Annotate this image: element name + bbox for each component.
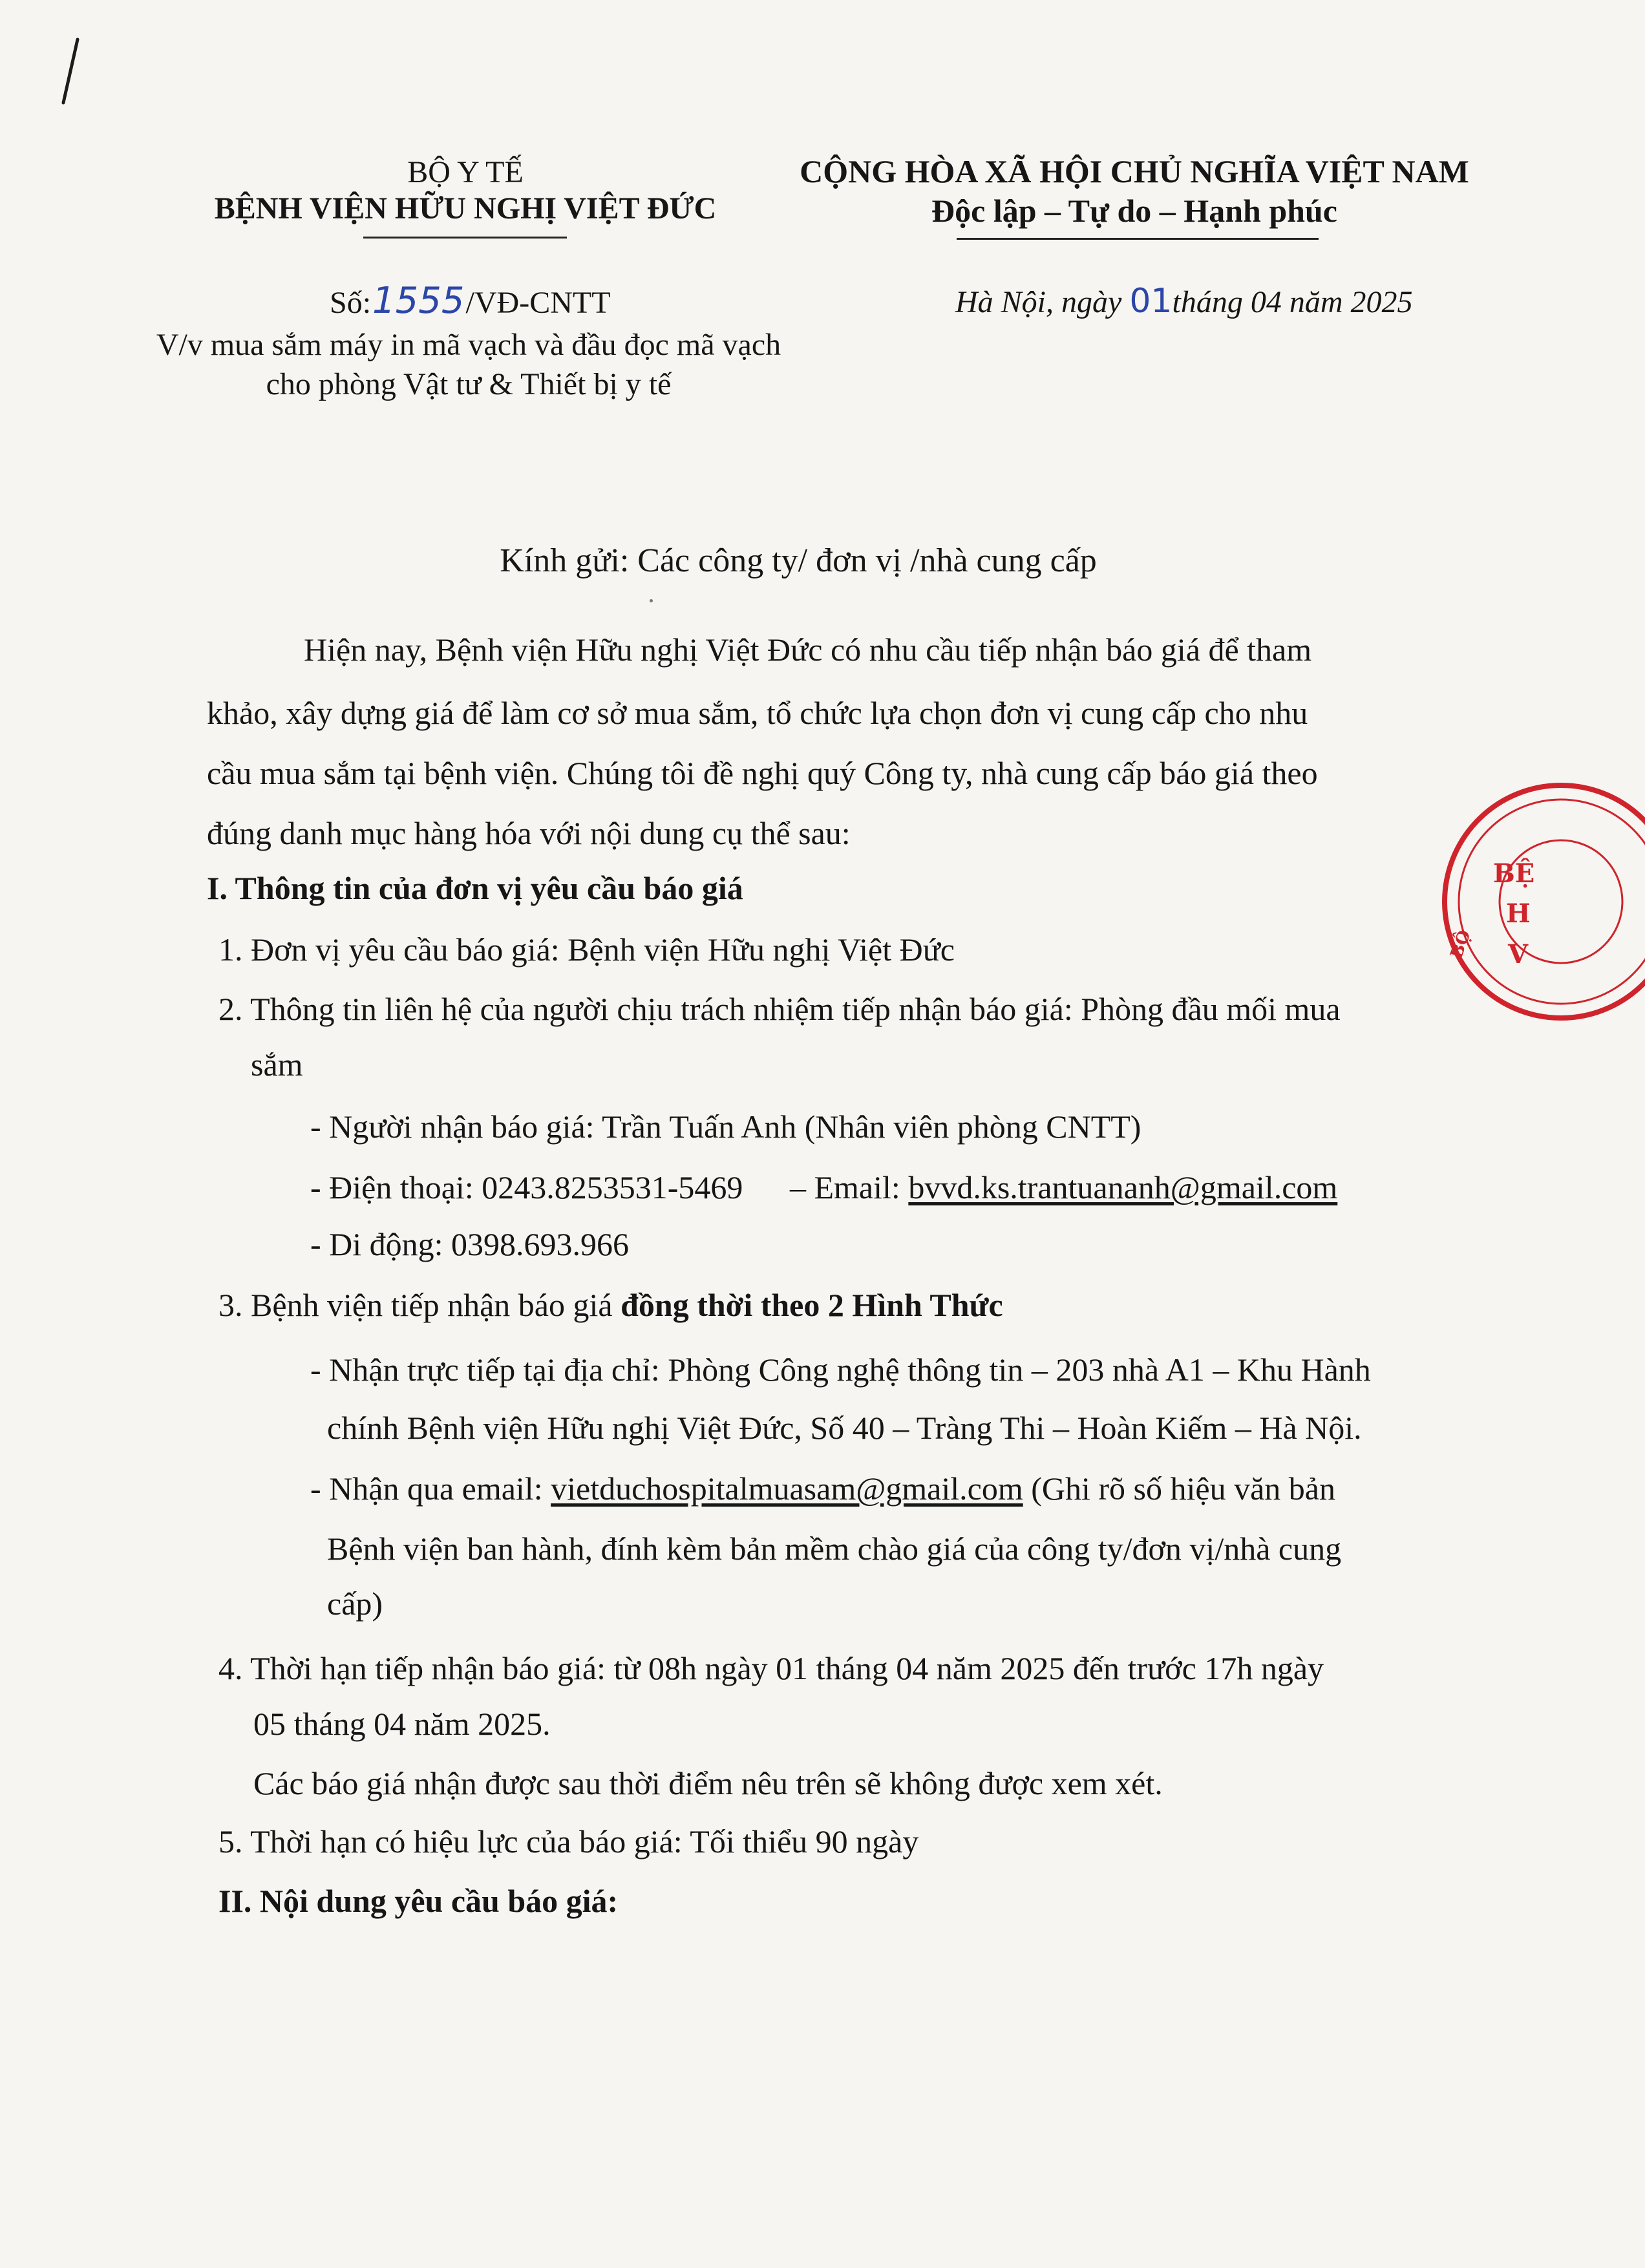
- contact-person: - Người nhận báo giá: Trần Tuấn Anh (Nhân viên phòng CNTT): [310, 1108, 1141, 1145]
- contact-email: [790, 1167, 1337, 1207]
- intro-line-3: cầu mua sắm tại bệnh viện. Chúng tôi đề nghị quý Công ty, nhà cung cấp báo giá theo: [207, 755, 1318, 791]
- section-1-heading: I. Thông tin của đơn vị yêu cầu báo giá: [207, 870, 743, 906]
- item-4-line-1: 4. Thời hạn tiếp nhận báo giá: từ 08h ngày 01 tháng 04 năm 2025 đến trước 17h ngày: [218, 1650, 1324, 1686]
- intro-line-4: đúng danh mục hàng hóa với nội dung cụ thể sau:: [207, 815, 851, 851]
- direct-address-line-2: chính Bệnh viện Hữu nghị Việt Đức, Số 40 – Tràng Thi – Hoàn Kiếm – Hà Nội.: [327, 1410, 1362, 1446]
- speck: [650, 599, 653, 602]
- ministry-name: BỘ Y TẾ: [407, 155, 524, 189]
- item-2-line-1: 2. Thông tin liên hệ của người chịu trách nhiệm tiếp nhận báo giá: Phòng đầu mối mua: [218, 991, 1341, 1027]
- direct-address-line-1: - Nhận trực tiếp tại địa chỉ: Phòng Công nghệ thông tin – 203 nhà A1 – Khu Hành: [310, 1351, 1371, 1388]
- margin-slash-mark: [57, 36, 83, 110]
- salutation: Kính gửi: Các công ty/ đơn vị /nhà cung cấp: [500, 542, 1097, 579]
- email-link[interactable]: bvvd.ks.trantuananh@gmail.com: [908, 1169, 1338, 1205]
- email-receive-link[interactable]: vietduchospitalmuasam@gmail.com: [551, 1470, 1023, 1507]
- date-day-handwritten: 01: [1129, 282, 1173, 321]
- contact-mobile: - Di động: 0398.693.966: [310, 1226, 630, 1262]
- national-motto: Độc lập – Tự do – Hạnh phúc: [931, 193, 1337, 229]
- email-receive-line-2: Bệnh viện ban hành, đính kèm bản mềm chào giá của công ty/đơn vị/nhà cung: [327, 1531, 1342, 1567]
- item-3-prefix: 3. Bệnh viện tiếp nhận báo giá: [218, 1287, 613, 1323]
- item-1: 1. Đơn vị yêu cầu báo giá: Bệnh viện Hữu nghị Việt Đức: [218, 931, 955, 968]
- email-receive-line-1: [310, 1468, 1335, 1509]
- issue-date: [955, 282, 1413, 322]
- contact-phone: - Điện thoại: 0243.8253531-5469: [310, 1169, 743, 1205]
- intro-line-1: Hiện nay, Bệnh viện Hữu nghị Việt Đức có nhu cầu tiếp nhận báo giá để tham: [304, 631, 1312, 668]
- hospital-name: BỆNH VIỆN HỮU NGHỊ VIỆT ĐỨC: [214, 191, 717, 226]
- doc-number-label: Số:: [330, 286, 372, 320]
- item-4-line-2: 05 tháng 04 năm 2025.: [253, 1706, 551, 1742]
- document-number: [330, 282, 611, 323]
- email-receive-prefix: - Nhận qua email:: [310, 1470, 543, 1507]
- hospital-underline: [363, 237, 567, 238]
- date-prefix: Hà Nội, ngày: [955, 285, 1122, 319]
- subject-line-1: V/v mua sắm máy in mã vạch và đầu đọc mã vạch: [156, 328, 781, 362]
- svg-text:BỆ: BỆ: [1493, 858, 1535, 889]
- item-2-line-2: sắm: [251, 1046, 303, 1083]
- email-receive-suffix: (Ghi rõ số hiệu văn bản: [1031, 1470, 1335, 1507]
- section-2-heading: II. Nội dung yêu cầu báo giá:: [218, 1883, 619, 1919]
- doc-number-suffix: /VĐ-CNTT: [465, 286, 611, 320]
- email-receive-line-3: cấp): [327, 1585, 383, 1622]
- item-3: [218, 1285, 1003, 1325]
- intro-line-2: khảo, xây dựng giá để làm cơ sở mua sắm, tổ chức lựa chọn đơn vị cung cấp cho nhu: [207, 695, 1308, 731]
- svg-text:BỘ: BỘ: [1447, 927, 1475, 962]
- official-seal-stamp: [1432, 772, 1645, 1044]
- svg-text:H: H: [1506, 898, 1531, 929]
- item-3-bold: đồng thời theo 2 Hình Thức: [621, 1287, 1003, 1323]
- svg-text:V: V: [1508, 939, 1529, 970]
- doc-number-handwritten: 1555: [372, 280, 465, 322]
- email-label: – Email:: [790, 1169, 900, 1205]
- country-name: CỘNG HÒA XÃ HỘI CHỦ NGHĨA VIỆT NAM: [800, 153, 1469, 189]
- date-suffix: tháng 04 năm 2025: [1172, 285, 1413, 319]
- motto-underline: [957, 238, 1319, 240]
- item-4-note: Các báo giá nhận được sau thời điểm nêu trên sẽ không được xem xét.: [253, 1765, 1163, 1801]
- item-5: 5. Thời hạn có hiệu lực của báo giá: Tối thiểu 90 ngày: [218, 1823, 919, 1860]
- subject-line-2: cho phòng Vật tư & Thiết bị y tế: [266, 367, 672, 401]
